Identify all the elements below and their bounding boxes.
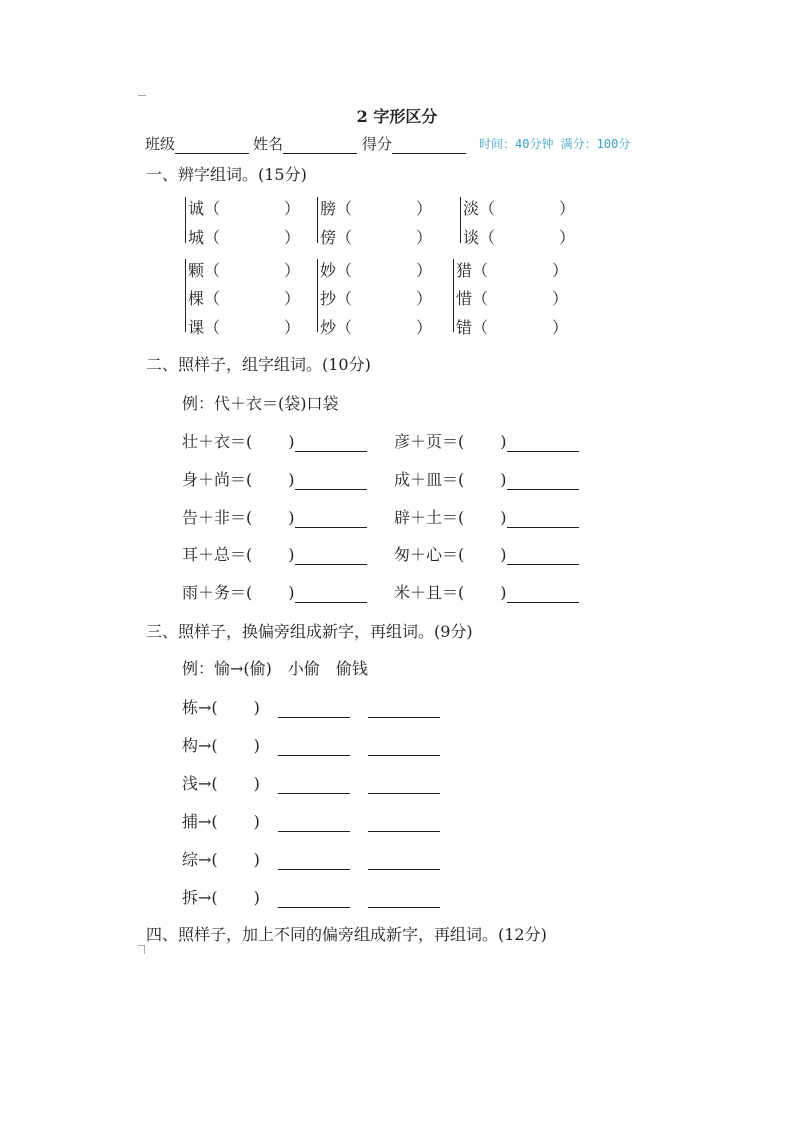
char-item: 错（ ） [456, 318, 569, 337]
word-blank-2[interactable] [368, 854, 440, 870]
char-item: 猎（ ） [456, 261, 569, 280]
radical-formula: 构→( [182, 736, 218, 755]
header-class [145, 133, 249, 154]
class-label: 班级 [145, 135, 176, 153]
word-blank[interactable] [295, 436, 367, 452]
radical-formula: 捕→( [182, 812, 218, 831]
char-item: 抄（ ） [320, 289, 433, 308]
word-blank[interactable] [295, 587, 367, 603]
close-paren: ) [253, 774, 260, 793]
compose-item [182, 429, 367, 452]
name-blank[interactable] [283, 138, 357, 154]
word-blank[interactable] [507, 587, 579, 603]
word-blank-1[interactable] [278, 702, 350, 718]
radical-formula: 拆→( [182, 888, 218, 907]
section-4-heading: 四、照样子，加上不同的偏旁组成新字，再组词。(12分) [146, 925, 547, 944]
name-label: 姓名 [253, 135, 284, 153]
close-paren: ) [500, 508, 507, 527]
char-item: 棵（ ） [188, 289, 301, 308]
char-item: 课（ ） [188, 318, 301, 337]
header-name [253, 133, 357, 154]
close-paren: ) [288, 583, 295, 602]
close-paren: ) [500, 545, 507, 564]
compose-formula: 米＋且＝( [394, 583, 465, 602]
time-info: 时间：40分钟 满分：100分 [479, 137, 631, 151]
close-paren: ) [288, 545, 295, 564]
compose-item [182, 542, 367, 565]
close-paren: ) [288, 432, 295, 451]
compose-item [182, 505, 367, 528]
char-item: 颗（ ） [188, 261, 301, 280]
compose-item [182, 580, 367, 603]
word-blank[interactable] [295, 474, 367, 490]
close-paren: ) [288, 470, 295, 489]
word-blank-2[interactable] [368, 740, 440, 756]
word-blank-1[interactable] [278, 892, 350, 908]
header-score [362, 133, 466, 154]
brace [317, 259, 318, 332]
radical-item [182, 695, 440, 718]
section-2-example: 例：代＋衣＝(袋)口袋 [182, 394, 339, 413]
section-1-heading: 一、辨字组词。(15分) [146, 165, 307, 184]
compose-formula: 告＋非＝( [182, 508, 253, 527]
radical-item [182, 809, 440, 832]
char-item: 傍（ ） [320, 228, 433, 247]
char-item: 谈（ ） [463, 228, 576, 247]
page-title: 2 字形区分 [356, 107, 438, 126]
word-blank[interactable] [507, 549, 579, 565]
compose-formula: 雨＋务＝( [182, 583, 253, 602]
compose-item [394, 542, 579, 565]
close-paren: ) [500, 583, 507, 602]
corner-mark-top [138, 95, 146, 104]
compose-formula: 成＋皿＝( [394, 470, 465, 489]
word-blank[interactable] [507, 512, 579, 528]
word-blank-1[interactable] [278, 816, 350, 832]
section-3-example: 例：愉→(偷) 小偷 偷钱 [182, 659, 368, 678]
char-item: 淡（ ） [463, 199, 576, 218]
radical-formula: 栋→( [182, 698, 218, 717]
brace [453, 259, 454, 332]
compose-item [394, 580, 579, 603]
class-blank[interactable] [175, 138, 249, 154]
compose-formula: 辟＋土＝( [394, 508, 465, 527]
radical-formula: 综→( [182, 850, 218, 869]
word-blank[interactable] [507, 474, 579, 490]
word-blank[interactable] [295, 549, 367, 565]
word-blank-2[interactable] [368, 892, 440, 908]
compose-formula: 彦＋页＝( [394, 432, 465, 451]
char-item: 惜（ ） [456, 289, 569, 308]
section-3-heading: 三、照样子，换偏旁组成新字，再组词。(9分) [146, 622, 473, 641]
compose-formula: 身＋尚＝( [182, 470, 253, 489]
close-paren: ) [253, 888, 260, 907]
brace [185, 197, 186, 243]
compose-formula: 耳＋总＝( [182, 545, 253, 564]
char-item: 诚（ ） [188, 199, 301, 218]
char-item: 膀（ ） [320, 199, 433, 218]
close-paren: ) [253, 812, 260, 831]
radical-item [182, 847, 440, 870]
close-paren: ) [253, 850, 260, 869]
char-item: 炒（ ） [320, 318, 433, 337]
compose-item [394, 429, 579, 452]
brace [317, 197, 318, 243]
score-blank[interactable] [392, 138, 466, 154]
brace [460, 197, 461, 243]
close-paren: ) [288, 508, 295, 527]
radical-item [182, 733, 440, 756]
char-item: 城（ ） [188, 228, 301, 247]
brace [185, 259, 186, 332]
word-blank-1[interactable] [278, 854, 350, 870]
word-blank-2[interactable] [368, 702, 440, 718]
char-item: 妙（ ） [320, 261, 433, 280]
word-blank-1[interactable] [278, 740, 350, 756]
word-blank-2[interactable] [368, 778, 440, 794]
section-2-heading: 二、照样子，组字组词。(10分) [146, 355, 371, 374]
word-blank[interactable] [507, 436, 579, 452]
corner-mark-bottom [138, 945, 145, 954]
word-blank-2[interactable] [368, 816, 440, 832]
close-paren: ) [253, 698, 260, 717]
radical-formula: 浅→( [182, 774, 218, 793]
compose-formula: 壮＋衣＝( [182, 432, 253, 451]
radical-item [182, 771, 440, 794]
close-paren: ) [500, 470, 507, 489]
word-blank-1[interactable] [278, 778, 350, 794]
close-paren: ) [500, 432, 507, 451]
radical-item [182, 885, 440, 908]
compose-item [394, 467, 579, 490]
compose-item [182, 467, 367, 490]
score-label: 得分 [362, 135, 393, 153]
close-paren: ) [253, 736, 260, 755]
compose-formula: 匆＋心＝( [394, 545, 465, 564]
compose-item [394, 505, 579, 528]
word-blank[interactable] [295, 512, 367, 528]
